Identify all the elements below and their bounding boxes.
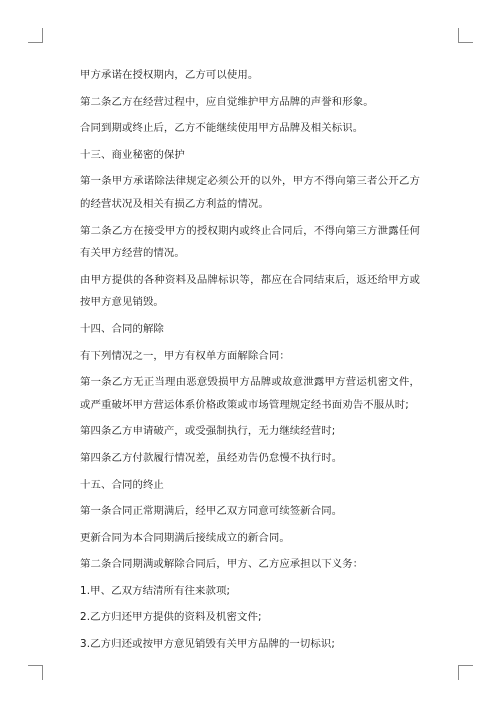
section-heading: 十五、合同的终止 xyxy=(80,478,164,491)
paragraph: 第二条乙方在接受甲方的授权期内或终止合同后，不得向第三方泄露任何有关甲方经营的情况。 xyxy=(80,224,420,260)
list-item: 1.甲、乙双方结清所有往来款项; xyxy=(80,584,231,597)
paragraph: 第一条甲方承诺除法律规定必须公开的以外，甲方不得向第三者公开乙方的经营状况及相关有损乙方利益的情况。 xyxy=(80,175,420,210)
paragraph: 第二条合同期满或解除合同后，甲方、乙方应承担以下义务： xyxy=(80,558,364,571)
paragraph: 由甲方提供的各种资料及品牌标识等，都应在合同结束后，返还给甲方或按甲方意见销毁。 xyxy=(80,273,420,309)
section-heading: 十三、商业秘密的保护 xyxy=(80,148,185,161)
paragraph: 合同到期或终止后，乙方不能继续使用甲方品牌及相关标识。 xyxy=(80,122,364,135)
crop-mark-top-left xyxy=(28,28,43,43)
list-item: 2.乙方归还甲方提供的资料及机密文件; xyxy=(80,611,262,624)
document-body xyxy=(80,64,420,660)
crop-mark-bottom-right xyxy=(458,665,473,680)
crop-mark-top-right xyxy=(458,28,473,43)
paragraph: 第二条乙方在经营过程中，应自觉维护甲方品牌的声誉和形象。 xyxy=(80,95,374,108)
paragraph: 第四条乙方付款履行情况差，虽经劝告仍怠慢不执行时。 xyxy=(80,451,343,464)
crop-mark-bottom-left xyxy=(28,665,43,680)
paragraph: 甲方承诺在授权期内，乙方可以使用。 xyxy=(80,69,259,81)
paragraph: 更新合同为本合同期满后接续成立的新合同。 xyxy=(80,531,290,544)
paragraph: 有下列情况之一，甲方有权单方面解除合同： xyxy=(80,349,290,362)
section-heading: 十四、合同的解除 xyxy=(80,322,164,335)
paragraph: 第一条乙方无正当理由恶意毁损甲方品牌或故意泄露甲方营运机密文件，或严重破坏甲方营运体系价格政策或市场管理规定经书面劝告不服从时; xyxy=(80,376,420,411)
list-item: 3.乙方归还或按甲方意见销毁有关甲方品牌的一切标识; xyxy=(80,638,335,651)
paragraph: 第一条合同正常期满后，经甲乙双方同意可续签新合同。 xyxy=(80,505,343,518)
paragraph: 第四条乙方申请破产，或受强制执行，无力继续经营时; xyxy=(80,425,336,438)
